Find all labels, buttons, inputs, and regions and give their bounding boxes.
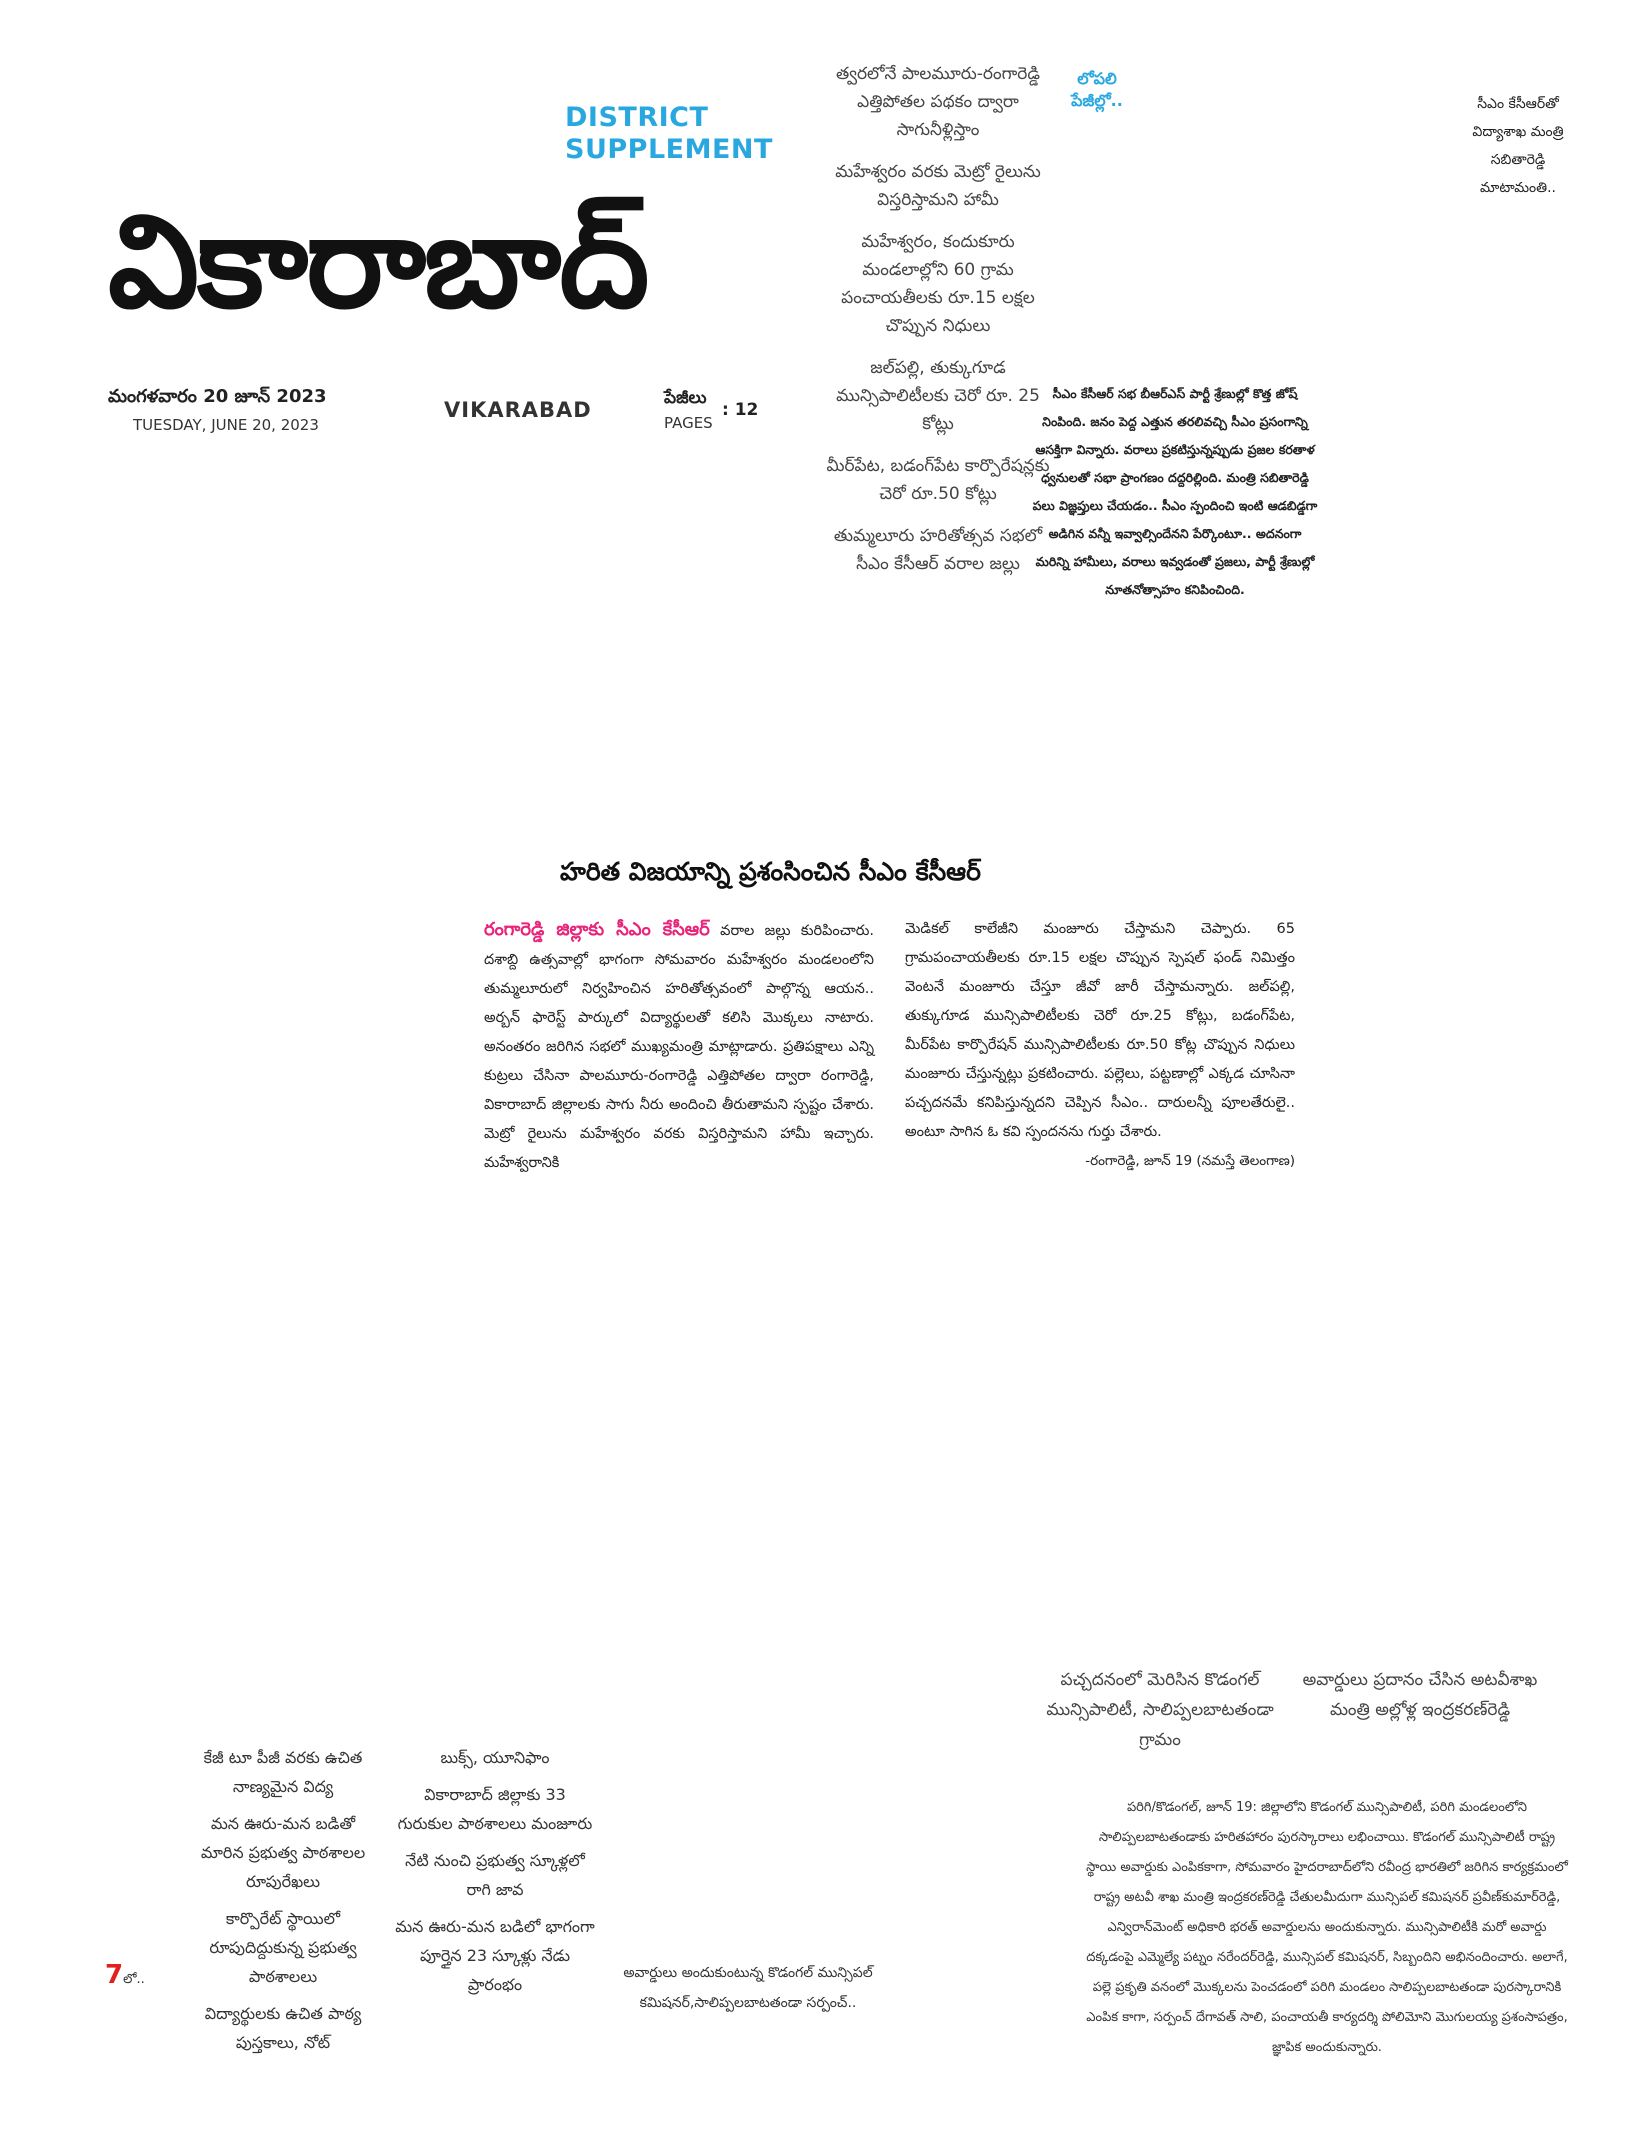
teaser-item: మహేశ్వరం వరకు మెట్రో రైలును విస్తరిస్తామని హామీ <box>835 162 1041 210</box>
teaser-item: మీర్‌పేట, బడంగ్‌పేట కార్పొరేషన్లకు చెరో రూ.50 కోట్లు <box>826 456 1050 504</box>
education-teaser-item: విద్యార్థులకు ఉచిత పాఠ్య పుస్తకాలు, నోట్ <box>204 2004 362 2052</box>
supplement-line-2: SUPPLEMENT <box>565 134 773 165</box>
lead-dateline: -రంగారెడ్డి, జూన్ 19 (నమస్తే తెలంగాణ) <box>1085 1153 1295 1169</box>
education-teaser-item: మన ఊరు-మన బడిలో భాగంగా పూర్తైన 23 స్కూళ్లు నేడు ప్రారంభం <box>395 1917 595 1994</box>
supplement-line-1: DISTRICT <box>565 102 709 133</box>
edition-city: VIKARABAD <box>444 398 592 422</box>
supplement-label <box>565 102 805 166</box>
lead-story-column-2 <box>905 915 1295 1176</box>
lead-kicker: రంగారెడ్డి జిల్లాకు సీఎం కేసీఆర్ <box>484 919 710 940</box>
teaser-item: తుమ్మలూరు హరితోత్సవ సభలో సీఎం కేసీఆర్ వరాల జల్లు <box>833 526 1043 574</box>
lead-story-text-2: మెడికల్ కాలేజీని మంజూరు చేస్తామని చెప్పారు. 65 గ్రామపంచాయతీలకు రూ.15 లక్షల చొప్పున స్పెషల్ ఫండ్ నిమిత్తం వెంటనే మంజూరు చేస్తూ జీవో జారీ చేస్తామన్నారు. జల్‌పల్లి, తుక్కుగూడ మున్సిపాలిటీలకు చెరో రూ.25 కోట్లు, బడంగ్‌పేట, మీర్‌పేట కార్పొరేషన్ మున్సిపాలిటీలకు రూ.50 కోట్ల చొప్పున నిధులు మంజూరు చేస్తున్నట్లు ప్రకటించారు. పల్లెలు, పట్టణాల్లో ఎక్కడ చూసినా పచ్చదనమే కనిపిస్తున్నదని చెప్పిన సీఎం.. దారులన్నీ పూలతేరులై.. అంటూ సాగిన ఓ కవి స్పందనను గుర్తు చేశారు. <box>905 921 1295 1140</box>
page-reference-suffix: లో.. <box>123 1972 145 1987</box>
education-teaser-item: కార్పొరేట్ స్థాయిలో రూపుదిద్దుకున్న ప్రభుత్వ పాఠశాలలు <box>209 1909 357 1986</box>
cm-box-text: సీఎం కేసీఆర్ సభ బీఆర్ఎస్ పార్టీ శ్రేణుల్లో కొత్త జోష్ నింపింది. జనం పెద్ద ఎత్తున తరలివచ్చి సీఎం ప్రసంగాన్ని ఆసక్తిగా విన్నారు. వరాలు ప్రకటిస్తున్నప్పుడు ప్రజల కరతాళ ధ్వనులతో సభా ప్రాంగణం దద్దరిల్లింది. మంత్రి సబితారెడ్డి పలు విజ్ఞప్తులు చేయడం.. సీఎం స్పందించి ఇంటి ఆడబిడ్డగా అడిగిన వన్నీ ఇవ్వాల్సిందేనని పేర్కొంటూ.. అదనంగా మరిన్ని హామీలు, వరాలు ఇవ్వడంతో ప్రజలు, పార్టీ శ్రేణుల్లో నూతనోత్సాహం కనిపించింది. <box>1032 386 1318 597</box>
award-story-body: పరిగి/కొడంగల్, జూన్ 19: జిల్లాలోని కొడంగల్ మున్సిపాలిటీ, పరిగి మండలంలోని సాలిప్పలబాటతండాకు హరితహారం పురస్కారాలు లభించాయి. కొడంగల్ మున్సిపాలిటీ రాష్ట్ర స్థాయి అవార్డుకు ఎంపికకాగా, సోమవారం హైదరాబాద్‌లోని రవీంద్ర భారతిలో జరిగిన కార్యక్రమంలో రాష్ట్ర అటవీ శాఖ మంత్రి ఇంద్రకరణ్‌రెడ్డి చేతులమీదుగా మున్సిపల్ కమిషనర్ ప్రవీణ్‌కుమార్‌రెడ్డి, ఎన్విరాన్‌మెంట్ అధికారి భరత్ అవార్డులను అందుకున్నారు. మున్సిపాలిటీకి మరో అవార్డు దక్కడంపై ఎమ్మెల్యే పట్నం నరేందర్‌రెడ్డి, మున్సిపల్ కమిషనర్, సిబ్బందిని అభినందించారు. అలాగే, పల్లె ప్రకృతి వనంలో మొక్కలను పెంచడంలో పరిగి మండలం సాలిప్పలబాటతండా పురస్కారానికి ఎంపిక కాగా, సర్పంచ్ దేగావత్ సాలి, పంచాయతీ కార్యదర్శి పోలిమోని మొగులయ్య ప్రశంసాపత్రం, జ్ఞాపిక అందుకున్నారు. <box>1086 1800 1568 2055</box>
pages-label-english: PAGES <box>664 414 713 432</box>
pages-count: : 12 <box>722 400 759 420</box>
education-teasers-col-1 <box>188 1743 378 2065</box>
page-reference-number: 7 <box>105 1960 124 1990</box>
education-teaser-item: మన ఊరు-మన బడితో మారిన ప్రభుత్వ పాఠశాలల రూపురేఖలు <box>200 1814 366 1891</box>
award-subhead-right: అవార్డులు ప్రదానం చేసిన అటవీశాఖ మంత్రి అల్లోళ్ల ఇంద్రకరణ్‌రెడ్డి <box>1302 1670 1538 1720</box>
education-teaser-item: వికారాబాద్ జిల్లాకు 33 గురుకుల పాఠశాలలు మంజూరు <box>397 1785 593 1833</box>
date-telugu: మంగళవారం 20 జూన్ 2023 <box>108 386 327 407</box>
lead-story-text-1: వరాల జల్లు కురిపించారు. దశాబ్ది ఉత్సవాల్లో భాగంగా సోమవారం మహేశ్వరం మండలంలోని తుమ్మలూరులో నిర్వహించిన హరితోత్సవంలో పాల్గొన్న ఆయన.. అర్బన్ ఫారెస్ట్ పార్కులో విద్యార్థులతో కలిసి మొక్కలు నాటారు. అనంతరం జరిగిన సభలో ముఖ్యమంత్రి మాట్లాడారు. ప్రతిపక్షాలు ఎన్ని కుట్రలు చేసినా పాలమూరు-రంగారెడ్డి ఎత్తిపోతల ద్వారా రంగారెడ్డి, వికారాబాద్ జిల్లాలకు సాగు నీరు అందించి తీరుతామని స్పష్టం చేశారు. మెట్రో రైలును మహేశ్వరం వరకు విస్తరిస్తామని హామీ ఇచ్చారు. మహేశ్వరానికి <box>484 923 874 1171</box>
award-subhead-left: పచ్చదనంలో మెరిసిన కొడంగల్ మున్సిపాలిటీ, సాలిప్పలబాటతండా గ్రామం <box>1046 1670 1274 1750</box>
lead-story-column-1 <box>484 915 874 1178</box>
teaser-item: త్వరలోనే పాలమూరు-రంగారెడ్డి ఎత్తిపోతల పథకం ద్వారా సాగునీళ్లిస్తాం <box>836 64 1040 140</box>
pages-label-telugu: పేజీలు <box>664 388 707 408</box>
education-teaser-item: కేజీ టూ పీజీ వరకు ఉచిత నాణ్యమైన విద్య <box>203 1748 363 1796</box>
inside-pages-label: లోపలి పేజీల్లో.. <box>1071 69 1123 110</box>
teaser-list <box>820 60 1056 592</box>
teaser-item: జల్‌పల్లి, తుక్కుగూడ మున్సిపాలిటీలకు చెరో రూ. 25 కోట్లు <box>836 358 1040 434</box>
masthead-title: వికారాబాద్ <box>108 188 648 337</box>
education-teaser-item: బుక్స్, యూనిఫాం <box>440 1748 550 1767</box>
date-english: TUESDAY, JUNE 20, 2023 <box>133 416 319 434</box>
teaser-item: మహేశ్వరం, కందుకూరు మండలాల్లోని 60 గ్రామ పంచాయతీలకు రూ.15 లక్షల చొప్పున నిధులు <box>841 232 1035 336</box>
education-teaser-item: నేటి నుంచి ప్రభుత్వ స్కూళ్లలో రాగి జావ <box>405 1851 585 1899</box>
education-teasers-col-2 <box>395 1743 595 2007</box>
right-teaser: సీఎం కేసీఆర్‌తో విద్యాశాఖ మంత్రి సబితారెడ్డి మాటామంతి.. <box>1472 96 1564 196</box>
lead-headline: హరిత విజయాన్ని ప్రశంసించిన సీఎం కేసీఆర్ <box>560 857 981 886</box>
page-reference <box>105 1960 145 1990</box>
photo-caption: అవార్డులు అందుకుంటున్న కొడంగల్ మున్సిపల్ కమిషనర్,సాలిప్పలబాటతండా సర్పంచ్.. <box>623 1965 873 2011</box>
